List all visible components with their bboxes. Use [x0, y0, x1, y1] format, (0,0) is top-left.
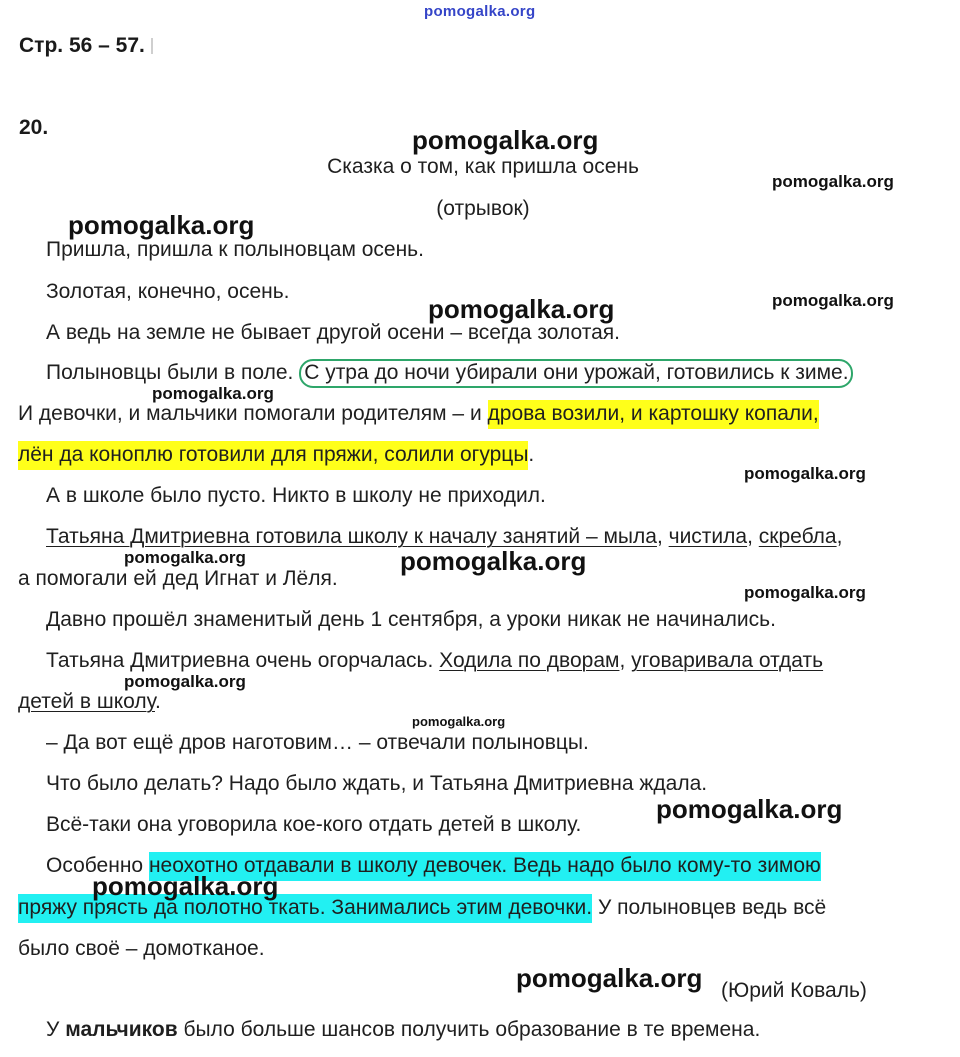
underlined-phrase-went-around: Ходила по дворам: [439, 649, 620, 672]
author: (Юрий Коваль): [721, 979, 867, 1002]
yellow-highlight-2: лён да коноплю готовили для пряжи, солили огурцы: [18, 441, 528, 470]
answer-rest: было больше шансов получить образование в те времена.: [183, 1018, 761, 1041]
paragraph-8-line-2: [18, 691, 161, 712]
p12-start: Особенно: [46, 854, 144, 877]
paragraph-11: Всё-таки она уговорила кое-кого отдать детей в школу.: [46, 813, 582, 836]
paragraph-3: А ведь на земле не бывает другой осени – всегда золотая.: [46, 321, 621, 344]
cyan-highlight-1: неохотно отдавали в школу девочек. Ведь надо было кому-то зимою: [149, 852, 821, 881]
paragraph-6-line-1: [46, 526, 842, 547]
watermark: pomogalka.org: [412, 714, 506, 729]
p8-start: Татьяна Дмитриевна очень огорчалась.: [46, 649, 434, 672]
watermark: pomogalka.org: [772, 291, 894, 310]
cyan-highlight-2: пряжу прясть да полотно ткать. Занимались этим девочки.: [18, 894, 592, 923]
story-subtitle: (отрывок): [436, 197, 530, 220]
answer-prefix: У: [46, 1018, 60, 1041]
watermark: pomogalka.org: [412, 125, 599, 155]
paragraph-12-line-3: было своё – домотканое.: [18, 937, 265, 960]
p12-rest: У полыновцев ведь всё: [597, 896, 827, 919]
underlined-phrase-children: детей в школу: [18, 690, 155, 713]
comma: ,: [656, 525, 663, 548]
paragraph-9: – Да вот ещё дров наготовим… – отвечали полыновцы.: [46, 731, 589, 754]
text-cursor: [151, 38, 153, 54]
watermark: pomogalka.org: [124, 548, 246, 567]
watermark: pomogalka.org: [68, 210, 255, 240]
watermark: pomogalka.org: [744, 583, 866, 602]
paragraph-7: Давно прошёл знаменитый день 1 сентября, а уроки никак не начинались.: [46, 608, 776, 631]
paragraph-10: Что было делать? Надо было ждать, и Татьяна Дмитриевна ждала.: [46, 772, 708, 795]
underlined-word-cleaned: чистила: [668, 525, 748, 548]
watermark: pomogalka.org: [152, 384, 274, 403]
watermark: pomogalka.org: [428, 294, 615, 324]
circled-phrase: С утра до ночи убирали они урожай, готовились к зиме.: [299, 359, 852, 388]
site-watermark-top: pomogalka.org: [424, 3, 536, 20]
p4-start: Полыновцы были в поле.: [46, 361, 294, 384]
comma: ,: [619, 649, 626, 672]
yellow-highlight-1: дрова возили, и картошку копали,: [488, 400, 819, 429]
answer-bold-word: мальчиков: [65, 1018, 178, 1041]
underlined-phrase-1: Татьяна Дмитриевна готовила школу к началу занятий – мыла: [46, 525, 657, 548]
watermark: pomogalka.org: [744, 464, 866, 483]
p4-line3-end: .: [528, 443, 535, 466]
watermark: pomogalka.org: [124, 672, 246, 691]
paragraph-5: А в школе было пусто. Никто в школу не приходил.: [46, 484, 546, 507]
period: .: [155, 690, 161, 713]
underlined-word-scraped: скребла: [758, 525, 837, 548]
paragraph-8-line-1: [46, 650, 823, 671]
page-reference-text: Стр. 56 – 57.: [19, 34, 145, 57]
p4-line2-plain: И девочки, и мальчики помогали родителям – и: [18, 402, 482, 425]
comma: ,: [747, 525, 753, 548]
watermark: pomogalka.org: [772, 172, 894, 191]
answer-line: [46, 1019, 760, 1040]
paragraph-4-line-2: [18, 403, 819, 424]
paragraph-2: Золотая, конечно, осень.: [46, 280, 290, 303]
story-title: Сказка о том, как пришла осень: [327, 155, 639, 178]
paragraph-1: Пришла, пришла к полыновцам осень.: [46, 238, 424, 261]
watermark: pomogalka.org: [400, 546, 587, 576]
watermark: pomogalka.org: [516, 963, 703, 993]
watermark: pomogalka.org: [92, 871, 279, 901]
task-number: 20.: [19, 116, 49, 139]
page-reference: [19, 34, 153, 58]
comma: ,: [836, 525, 843, 548]
underlined-phrase-persuaded: уговаривала отдать: [631, 649, 824, 672]
paragraph-4-line-1: [46, 362, 853, 383]
paragraph-4-line-3: [18, 444, 534, 465]
paragraph-6-line-2: а помогали ей дед Игнат и Лёля.: [18, 567, 338, 590]
watermark: pomogalka.org: [656, 794, 843, 824]
